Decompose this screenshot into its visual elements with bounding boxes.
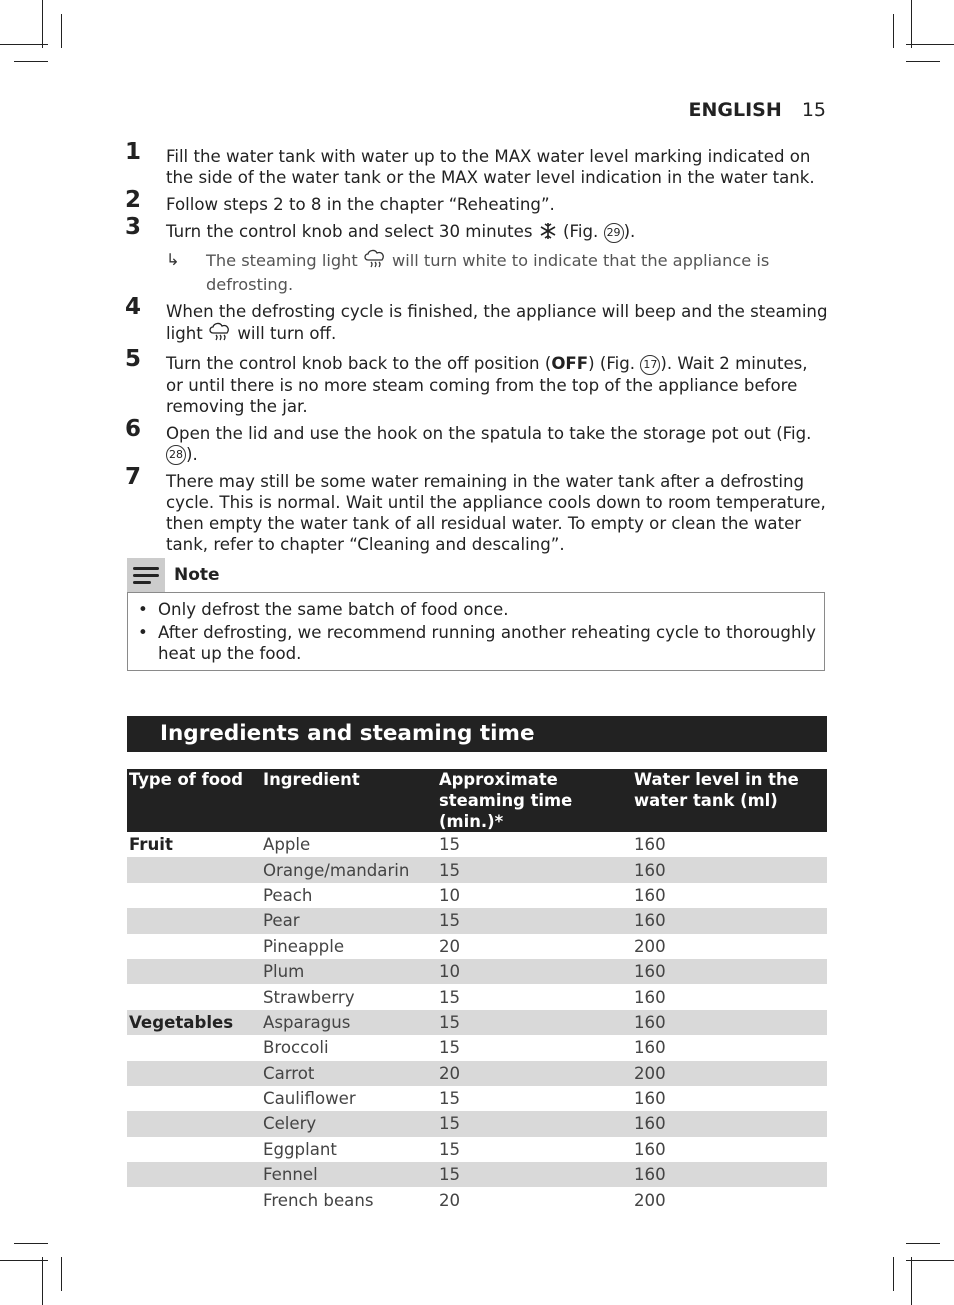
table-row xyxy=(127,1187,827,1212)
food-type-cell: Vegetables xyxy=(127,1010,261,1035)
step-text: There may still be some water remaining in the water tank after a defrosting cycle. This is normal. Wait until the appliance cools down to room temperature, then empty the water tank of all residual water. To empty or clean the water tank, refer to chapter “Cleaning and descaling”. xyxy=(166,472,826,554)
steam-light-icon xyxy=(363,249,387,274)
steaming-time-cell: 20 xyxy=(437,1061,632,1086)
water-level-cell: 160 xyxy=(634,1139,666,1159)
water-level-cell: 200 xyxy=(634,1190,666,1210)
step-text-end: ). xyxy=(623,222,636,241)
steaming-time-cell: 15 xyxy=(437,1162,632,1187)
snowflake-icon xyxy=(538,222,558,245)
step-1 xyxy=(124,139,829,188)
table-row xyxy=(127,1035,827,1060)
step-text: Open the lid and use the hook on the spatula to take the storage pot out (Fig. xyxy=(166,423,812,443)
step-number: 4 xyxy=(125,294,142,320)
column-header: Ingredient xyxy=(261,769,437,832)
steaming-time-cell: 15 xyxy=(437,1010,632,1035)
step-6 xyxy=(124,415,829,466)
ingredient-cell: Apple xyxy=(263,835,311,855)
table-row xyxy=(127,1111,827,1136)
bullet: • xyxy=(138,600,148,619)
ingredient-cell: Cauliflower xyxy=(263,1089,356,1109)
result-arrow-icon: ↳ xyxy=(166,250,180,269)
step-text: Turn the control knob back to the off position ( xyxy=(166,354,552,373)
water-level-cell: 160 xyxy=(632,1111,827,1136)
column-header: Approximate steaming time (min.)* xyxy=(437,769,632,832)
food-type-cell xyxy=(127,1061,261,1086)
table-row xyxy=(127,832,827,857)
water-level-cell: 160 xyxy=(632,857,827,882)
step-text-figref: (Fig. xyxy=(563,222,599,241)
steaming-time-cell: 10 xyxy=(437,959,632,984)
step-3-result xyxy=(124,249,829,295)
ingredient-cell: Plum xyxy=(261,959,437,984)
food-type-cell xyxy=(127,1187,261,1212)
steaming-time-cell: 15 xyxy=(439,1139,461,1159)
table-row xyxy=(127,883,827,908)
food-type-cell xyxy=(127,1086,261,1111)
food-type-cell: Fruit xyxy=(129,835,173,855)
steaming-time-cell: 15 xyxy=(439,1038,461,1058)
water-level-cell: 160 xyxy=(634,1038,666,1058)
step-text-end: ). xyxy=(186,444,198,464)
ingredient-cell: Orange/mandarin xyxy=(261,857,437,882)
result-text: The steaming light xyxy=(206,251,358,270)
step-4 xyxy=(124,294,829,347)
steaming-time-cell: 10 xyxy=(439,885,461,905)
water-level-cell: 200 xyxy=(634,936,666,956)
ingredient-cell: Celery xyxy=(261,1111,437,1136)
column-header: Type of food xyxy=(127,769,261,832)
note-item xyxy=(128,599,824,620)
page-header xyxy=(689,99,826,121)
ingredient-cell: Pineapple xyxy=(263,936,345,956)
water-level-cell: 160 xyxy=(634,885,666,905)
steaming-time-cell: 20 xyxy=(439,1190,461,1210)
water-level-cell: 200 xyxy=(632,1061,827,1086)
step-5 xyxy=(124,346,829,417)
steaming-time-cell: 15 xyxy=(437,857,632,882)
step-3 xyxy=(124,214,829,245)
page-number: 15 xyxy=(801,99,826,121)
steaming-time-cell: 20 xyxy=(439,936,461,956)
note-lines-icon xyxy=(127,558,165,592)
ingredient-cell: Pear xyxy=(261,908,437,933)
instruction-steps xyxy=(124,139,829,561)
ingredient-cell: Eggplant xyxy=(263,1139,337,1159)
table-row xyxy=(127,908,827,933)
ingredient-cell: French beans xyxy=(263,1190,374,1210)
note-header xyxy=(127,558,220,592)
steam-light-icon xyxy=(208,322,232,347)
bullet: • xyxy=(138,623,148,642)
step-number: 7 xyxy=(125,464,142,490)
table-row xyxy=(127,1061,827,1086)
food-type-cell xyxy=(127,857,261,882)
steaming-time-cell: 15 xyxy=(439,1089,461,1109)
table-row xyxy=(127,857,827,882)
figure-reference: 29 xyxy=(604,223,624,243)
table-row xyxy=(127,1010,827,1035)
water-level-cell: 160 xyxy=(632,908,827,933)
ingredient-cell: Strawberry xyxy=(263,987,355,1007)
language-label: ENGLISH xyxy=(688,99,782,121)
note-item xyxy=(128,622,824,664)
step-text: Fill the water tank with water up to the MAX water level marking indicated on the side of the water tank or the MAX water level indication in the water tank. xyxy=(166,147,815,187)
note-box xyxy=(127,592,825,671)
ingredient-cell: Fennel xyxy=(261,1162,437,1187)
figure-reference: 28 xyxy=(166,445,186,465)
water-level-cell: 160 xyxy=(634,835,666,855)
table-row xyxy=(127,1086,827,1111)
food-type-cell xyxy=(127,1162,261,1187)
note-text: Only defrost the same batch of food once. xyxy=(158,600,509,619)
ingredient-cell: Carrot xyxy=(261,1061,437,1086)
steaming-time-cell: 15 xyxy=(439,835,461,855)
step-2 xyxy=(124,187,829,215)
section-title: Ingredients and steaming time xyxy=(127,716,827,752)
food-type-cell xyxy=(127,984,261,1009)
water-level-cell: 160 xyxy=(634,987,666,1007)
table-row xyxy=(127,1137,827,1162)
step-number: 5 xyxy=(125,346,142,372)
water-level-cell: 160 xyxy=(634,1089,666,1109)
food-type-cell xyxy=(127,883,261,908)
food-type-cell xyxy=(127,1137,261,1162)
table-row xyxy=(127,934,827,959)
food-type-cell xyxy=(127,1111,261,1136)
step-text-end: ). Wait 2 minutes, or until there is no more steam coming from the top of the appliance before removing the jar. xyxy=(166,354,808,416)
step-text: When the defrosting cycle is finished, the appliance will beep and the steaming light xyxy=(166,302,828,343)
food-type-cell xyxy=(127,934,261,959)
table-header-row xyxy=(127,769,827,832)
result-text-end: will turn white to indicate that the appliance is defrosting. xyxy=(206,251,770,294)
water-level-cell: 160 xyxy=(632,1162,827,1187)
steaming-time-cell: 15 xyxy=(437,1111,632,1136)
food-type-cell xyxy=(127,1035,261,1060)
note-text: After defrosting, we recommend running another reheating cycle to thoroughly heat up the food. xyxy=(158,623,816,663)
column-header: Water level in the water tank (ml) xyxy=(632,769,827,832)
step-text-figref: ) (Fig. xyxy=(588,354,636,373)
water-level-cell: 160 xyxy=(632,959,827,984)
figure-reference: 17 xyxy=(640,355,660,375)
table-row xyxy=(127,959,827,984)
step-number: 3 xyxy=(125,214,142,240)
table-body xyxy=(127,832,827,1213)
food-type-cell xyxy=(127,908,261,933)
step-number: 1 xyxy=(125,139,142,165)
ingredient-cell: Broccoli xyxy=(263,1038,329,1058)
steaming-time-table xyxy=(127,769,827,1213)
ingredient-cell: Peach xyxy=(263,885,313,905)
note-label: Note xyxy=(174,565,220,585)
steaming-time-cell: 15 xyxy=(439,987,461,1007)
table-row xyxy=(127,984,827,1009)
step-text: Follow steps 2 to 8 in the chapter “Reheating”. xyxy=(166,195,555,214)
step-7 xyxy=(124,464,829,555)
table-row xyxy=(127,1162,827,1187)
step-number: 2 xyxy=(125,187,142,213)
off-label: OFF xyxy=(551,354,589,373)
step-text: Turn the control knob and select 30 minutes xyxy=(166,222,533,241)
step-text-end: will turn off. xyxy=(237,324,337,343)
ingredient-cell: Asparagus xyxy=(261,1010,437,1035)
step-number: 6 xyxy=(125,415,142,442)
steaming-time-cell: 15 xyxy=(437,908,632,933)
water-level-cell: 160 xyxy=(632,1010,827,1035)
food-type-cell xyxy=(127,959,261,984)
